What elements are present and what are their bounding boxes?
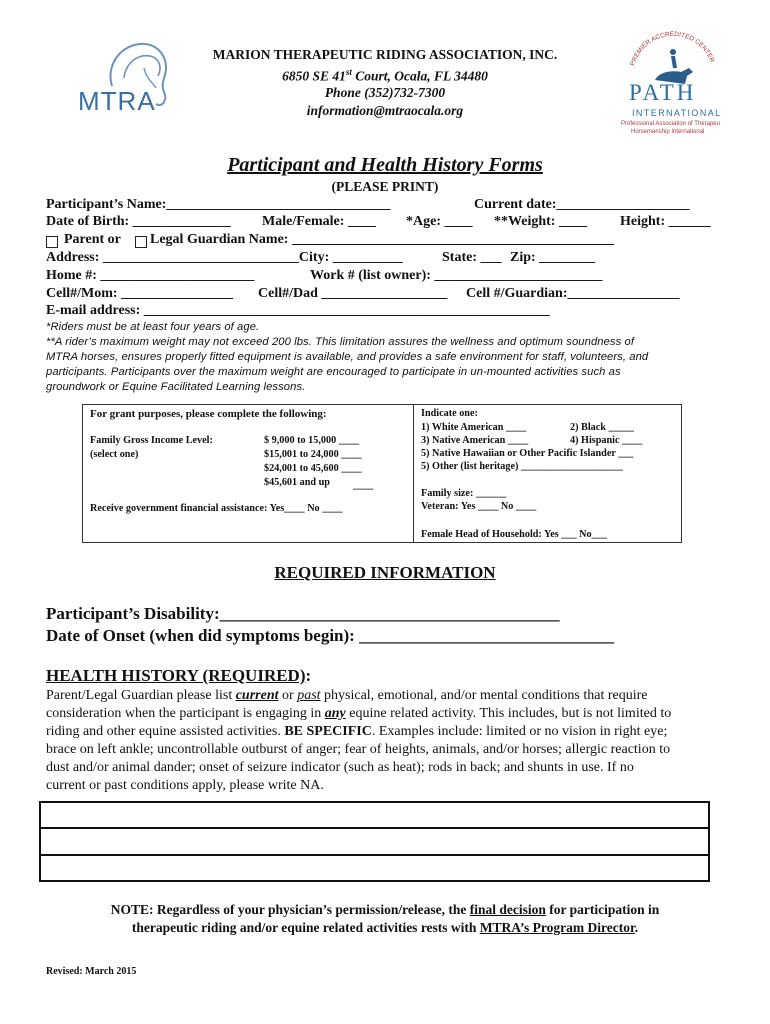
participant-name-field[interactable]: Participant’s Name:________________________________ xyxy=(46,197,391,212)
health-paragraph-line: dust and/or animal dander; onset of seizure indicator (such as heat); rods in back; and shunts in use. If no xyxy=(46,760,634,775)
ethnicity-option[interactable]: 4) Hispanic ____ xyxy=(570,435,643,446)
current-date-field[interactable]: Current date:___________________ xyxy=(474,197,690,212)
cell-mom-field[interactable]: Cell#/Mom: ________________ xyxy=(46,286,234,301)
ethnicity-option[interactable]: 5) Other (list heritage) ____________________ xyxy=(421,461,623,472)
ethnicity-option[interactable]: 1) White American ____ xyxy=(421,422,527,433)
zip-field[interactable]: Zip: ________ xyxy=(510,250,596,265)
family-size-field[interactable]: Family size: ______ xyxy=(421,488,507,499)
svg-text:PREMIER ACCREDITED CENTER: PREMIER ACCREDITED CENTER xyxy=(629,30,716,67)
health-paragraph-line: current or past conditions apply, please write NA. xyxy=(46,778,324,793)
guardian-checkbox[interactable] xyxy=(135,236,147,248)
revision-date: Revised: March 2015 xyxy=(46,966,137,977)
income-option[interactable]: $45,601 and up xyxy=(264,477,330,488)
income-label: Family Gross Income Level: xyxy=(90,435,213,446)
indicate-label: Indicate one: xyxy=(421,408,478,419)
email-field[interactable]: E-mail address: __________________________________________________________ xyxy=(46,303,550,318)
income-option[interactable]: $15,001 to 24,000 ____ xyxy=(264,449,362,460)
female-head-field[interactable]: Female Head of Household: Yes ___ No___ xyxy=(421,529,607,540)
org-address: 6850 SE 41st Court, Ocala, FL 34480 xyxy=(282,67,488,84)
mtra-logo xyxy=(60,38,185,118)
onset-field[interactable]: Date of Onset (when did symptoms begin): ______________________________ xyxy=(46,626,615,645)
required-info-title: REQUIRED INFORMATION xyxy=(274,563,496,582)
director-note-line-2: therapeutic riding and/or equine related activities rests with MTRA’s Program Director. xyxy=(131,920,639,935)
cell-guardian-field[interactable]: Cell #/Guardian:________________ xyxy=(466,286,680,301)
form-subtitle: (PLEASE PRINT) xyxy=(331,179,439,194)
sex-field[interactable]: Male/Female: ____ xyxy=(262,214,376,229)
health-paragraph-line: riding and other equine assisted activities. BE SPECIFIC. Examples include: limited or no vision in right eye; xyxy=(46,724,668,739)
health-condition-row-2[interactable] xyxy=(41,829,708,854)
weight-note-line: groundwork or Equine Facilitated Learning lessons. xyxy=(46,381,306,393)
home-phone-field[interactable]: Home #: ______________________ xyxy=(46,268,255,283)
income-option[interactable]: $24,001 to 45,600 ____ xyxy=(264,463,362,474)
parent-checkbox[interactable] xyxy=(46,236,58,248)
rider-on-horse-icon xyxy=(615,28,730,88)
health-paragraph-line: Parent/Legal Guardian please list current or past physical, emotional, and/or mental conditions that require xyxy=(46,688,648,703)
assistance-field[interactable]: Receive government financial assistance: Yes____ No ____ xyxy=(90,503,343,514)
org-phone: Phone (352)732-7300 xyxy=(324,85,446,100)
income-option-blank[interactable]: ____ xyxy=(353,480,374,491)
work-phone-field[interactable]: Work # (list owner): ________________________ xyxy=(310,268,603,283)
health-condition-row-3[interactable] xyxy=(41,856,708,880)
health-condition-row-1[interactable] xyxy=(41,803,708,827)
ethnicity-option[interactable]: 3) Native American ____ xyxy=(421,435,529,446)
org-name: MARION THERAPEUTIC RIDING ASSOCIATION, INC. xyxy=(212,47,558,62)
health-paragraph-line: consideration when the participant is engaging in any equine related activity. This includes, but is not limited to xyxy=(46,706,672,721)
path-logo-title: PATH xyxy=(629,80,697,105)
path-logo-sub: INTERNATIONAL xyxy=(632,108,722,118)
age-field[interactable]: *Age: ____ xyxy=(406,214,473,229)
grant-table-divider xyxy=(413,404,414,543)
mtra-logo-text: MTRA xyxy=(78,86,156,116)
income-option[interactable]: $ 9,000 to 15,000 ____ xyxy=(264,435,360,446)
state-field[interactable]: State: ___ xyxy=(442,250,502,265)
weight-note-line: MTRA horses, ensures properly fitted equipment is available, and provides a safe environment for staff, volunteers, and xyxy=(46,351,649,363)
age-note: *Riders must be at least four years of age. xyxy=(46,321,260,333)
dob-field[interactable]: Date of Birth: ______________ xyxy=(46,214,231,229)
grant-intro: For grant purposes, please complete the following: xyxy=(90,408,327,420)
form-title: Participant and Health History Forms xyxy=(227,154,543,176)
disability-field[interactable]: Participant’s Disability:________________________________________ xyxy=(46,604,560,623)
health-paragraph-line: brace on left ankle; uncontrollable outburst of anger; fear of heights, animals, and/or horses; allergic reaction to xyxy=(46,742,671,757)
address-field[interactable]: Address: ____________________________City: __________ xyxy=(46,250,403,265)
veteran-field[interactable]: Veteran: Yes ____ No ____ xyxy=(421,501,537,512)
weight-field[interactable]: **Weight: ____ xyxy=(494,214,587,229)
cell-dad-field[interactable]: Cell#/Dad __________________ xyxy=(258,286,448,301)
ethnicity-option[interactable]: 2) Black _____ xyxy=(570,422,634,433)
org-email: information@mtraocala.org xyxy=(306,103,464,118)
guardian-name-field[interactable]: Legal Guardian Name: ______________________________________________ xyxy=(150,232,614,247)
director-note-line-1: NOTE: Regardless of your physician’s permission/release, the final decision for participation in xyxy=(110,902,660,917)
path-logo xyxy=(615,28,730,140)
path-logo-caption-2: Horsemanship International xyxy=(631,129,705,135)
weight-note-line: participants. Participants over the maximum weight are encouraged to participate in un-mounted activities such as xyxy=(46,366,621,378)
income-select-label: (select one) xyxy=(90,449,139,460)
path-logo-caption: Professional Association of Therapeu xyxy=(621,121,720,127)
parent-label: Parent or xyxy=(64,232,121,247)
ethnicity-option[interactable]: 5) Native Hawaiian or Other Pacific Islander ___ xyxy=(421,448,634,459)
health-history-title: HEALTH HISTORY (REQUIRED): xyxy=(46,666,312,685)
height-field[interactable]: Height: ______ xyxy=(620,214,711,229)
weight-note-line: **A rider’s maximum weight may not exceed 200 lbs. This limitation assures the wellness and optimum soundness of xyxy=(46,336,635,348)
